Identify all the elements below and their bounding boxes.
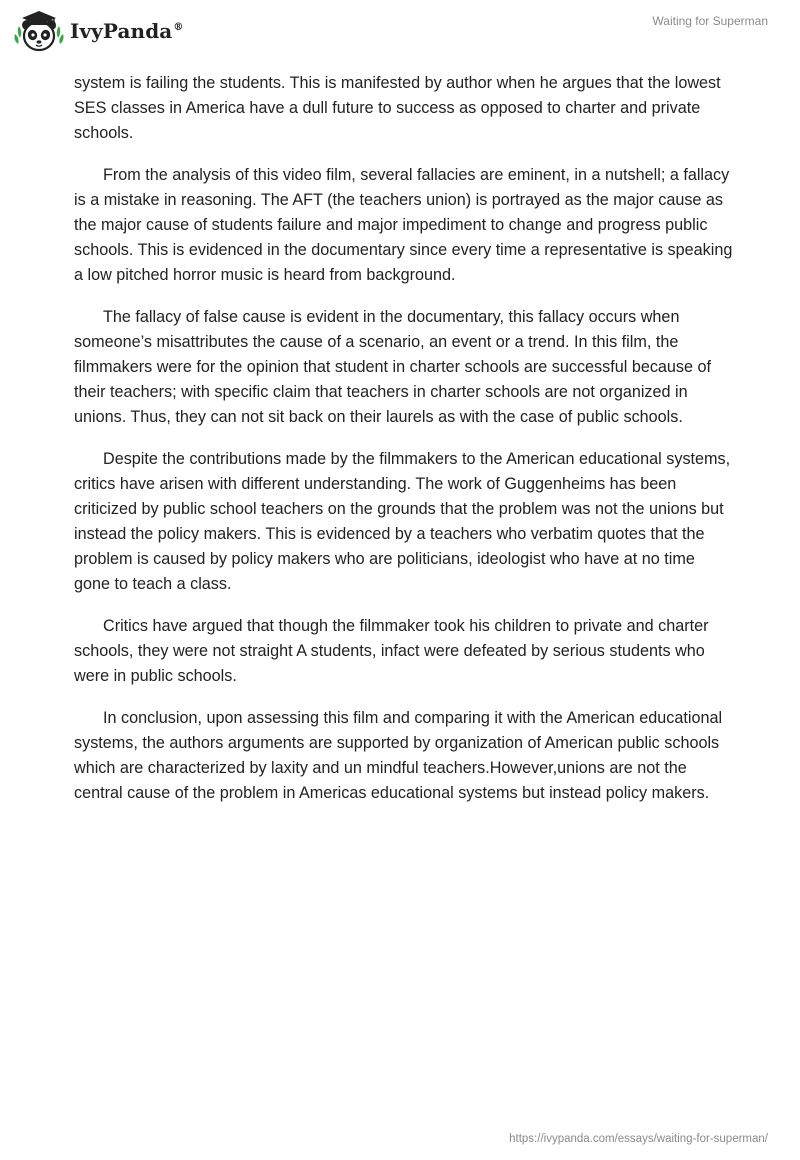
source-url[interactable]: https://ivypanda.com/essays/waiting-for-superman/: [509, 1133, 768, 1145]
essay-body: [74, 71, 734, 823]
paragraph: The fallacy of false cause is evident in the documentary, this fallacy occurs when someone’s misattributes the cause of a scenario, an event or a trend. In this film, the filmmakers were for the opinion that student in charter schools are successful because of their teachers; with specific claim that teachers in charter schools are not organized in unions. Thus, they can not sit back on their laurels as with the case of public schools.: [74, 308, 712, 426]
paragraph: Despite the contributions made by the filmmakers to the American educational systems, critics have arisen with different understanding. The work of Guggenheims has been criticized by public school teachers on the grounds that the problem was not the unions but instead the policy makers. This is evidenced by a teachers who verbatim quotes that the problem is caused by policy makers who are politicians, ideologist who have at no time gone to teach a class.: [74, 450, 731, 593]
document-title: Waiting for Superman: [652, 14, 768, 28]
paragraph: From the analysis of this video film, several fallacies are eminent, in a nutshell; a fallacy is a mistake in reasoning. The AFT (the teachers union) is portrayed as the major cause as the major cause of students failure and major impediment to change and progress public schools. This is evidenced in the documentary since every time a representative is speaking a low pitched horror music is heard from background.: [74, 166, 733, 284]
brand-name: IvyPanda®: [70, 19, 184, 43]
panda-graduate-icon: [14, 8, 64, 54]
ivypanda-logo[interactable]: [14, 8, 183, 54]
paragraph: system is failing the students. This is manifested by author when he argues that the lowest SES classes in America have a dull future to success as opposed to charter and private schools.: [74, 74, 721, 142]
paragraph: In conclusion, upon assessing this film and comparing it with the American educational systems, the authors arguments are supported by organization of American public schools which are characterized by laxity and un mindful teachers.However,unions are not the central cause of the problem in Americas educational systems but instead policy makers.: [74, 709, 723, 802]
page-header: [0, 0, 800, 70]
paragraph: Critics have argued that though the filmmaker took his children to private and charter schools, they were not straight A students, infact were defeated by serious students who were in public schools.: [74, 617, 709, 685]
